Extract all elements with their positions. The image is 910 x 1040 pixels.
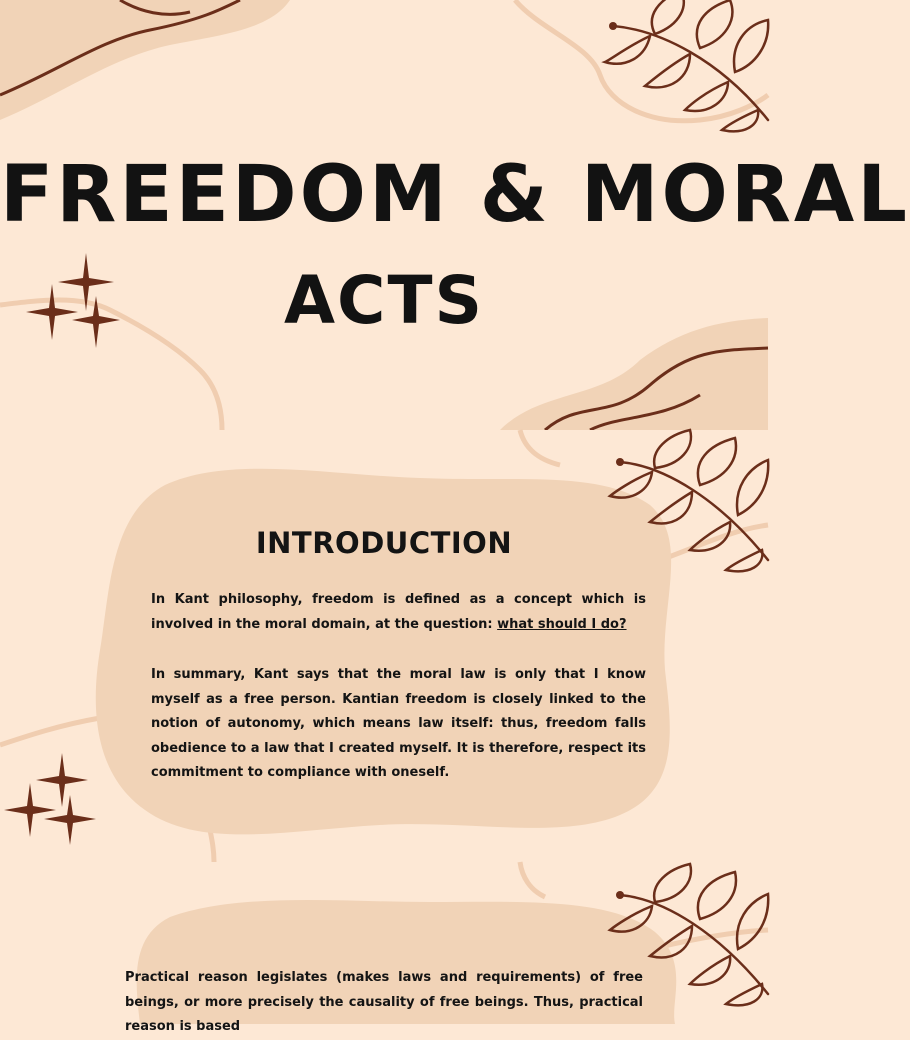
practical-reason-paragraph: Practical reason legislates (makes laws and requirements) of free beings, or more precisely the causality of free beings. Thus, practical reason is based: [125, 970, 643, 1034]
introduction-heading: INTRODUCTION: [255, 526, 513, 560]
question-link[interactable]: what should I do?: [497, 616, 627, 632]
paragraph-text: In Kant philosophy, freedom is defined as a concept which is involved in the moral domain, at the question:: [151, 592, 646, 632]
sparkle-icon: [4, 753, 96, 845]
cover-title: FREEDOM & MORAL: [0, 150, 910, 240]
cover-subtitle: ACTS: [283, 262, 485, 339]
leaf-branch-icon: [605, 0, 768, 131]
top-left-blob: [0, 0, 290, 120]
introduction-paragraph-1: [151, 588, 646, 637]
cover-slide: [0, 0, 910, 430]
introduction-decoration: [0, 430, 768, 862]
introduction-slide: [0, 430, 768, 862]
introduction-paragraph-2: In summary, Kant says that the moral law is only that I know myself as a free person. Kantian freedom is closely linked to the notion of autonomy, which means law itself: thus, freedom falls obedience to a law that I created myself. It is therefore, respect its commitment to compliance with oneself.: [151, 667, 646, 780]
practical-reason-slide: [0, 862, 768, 1034]
